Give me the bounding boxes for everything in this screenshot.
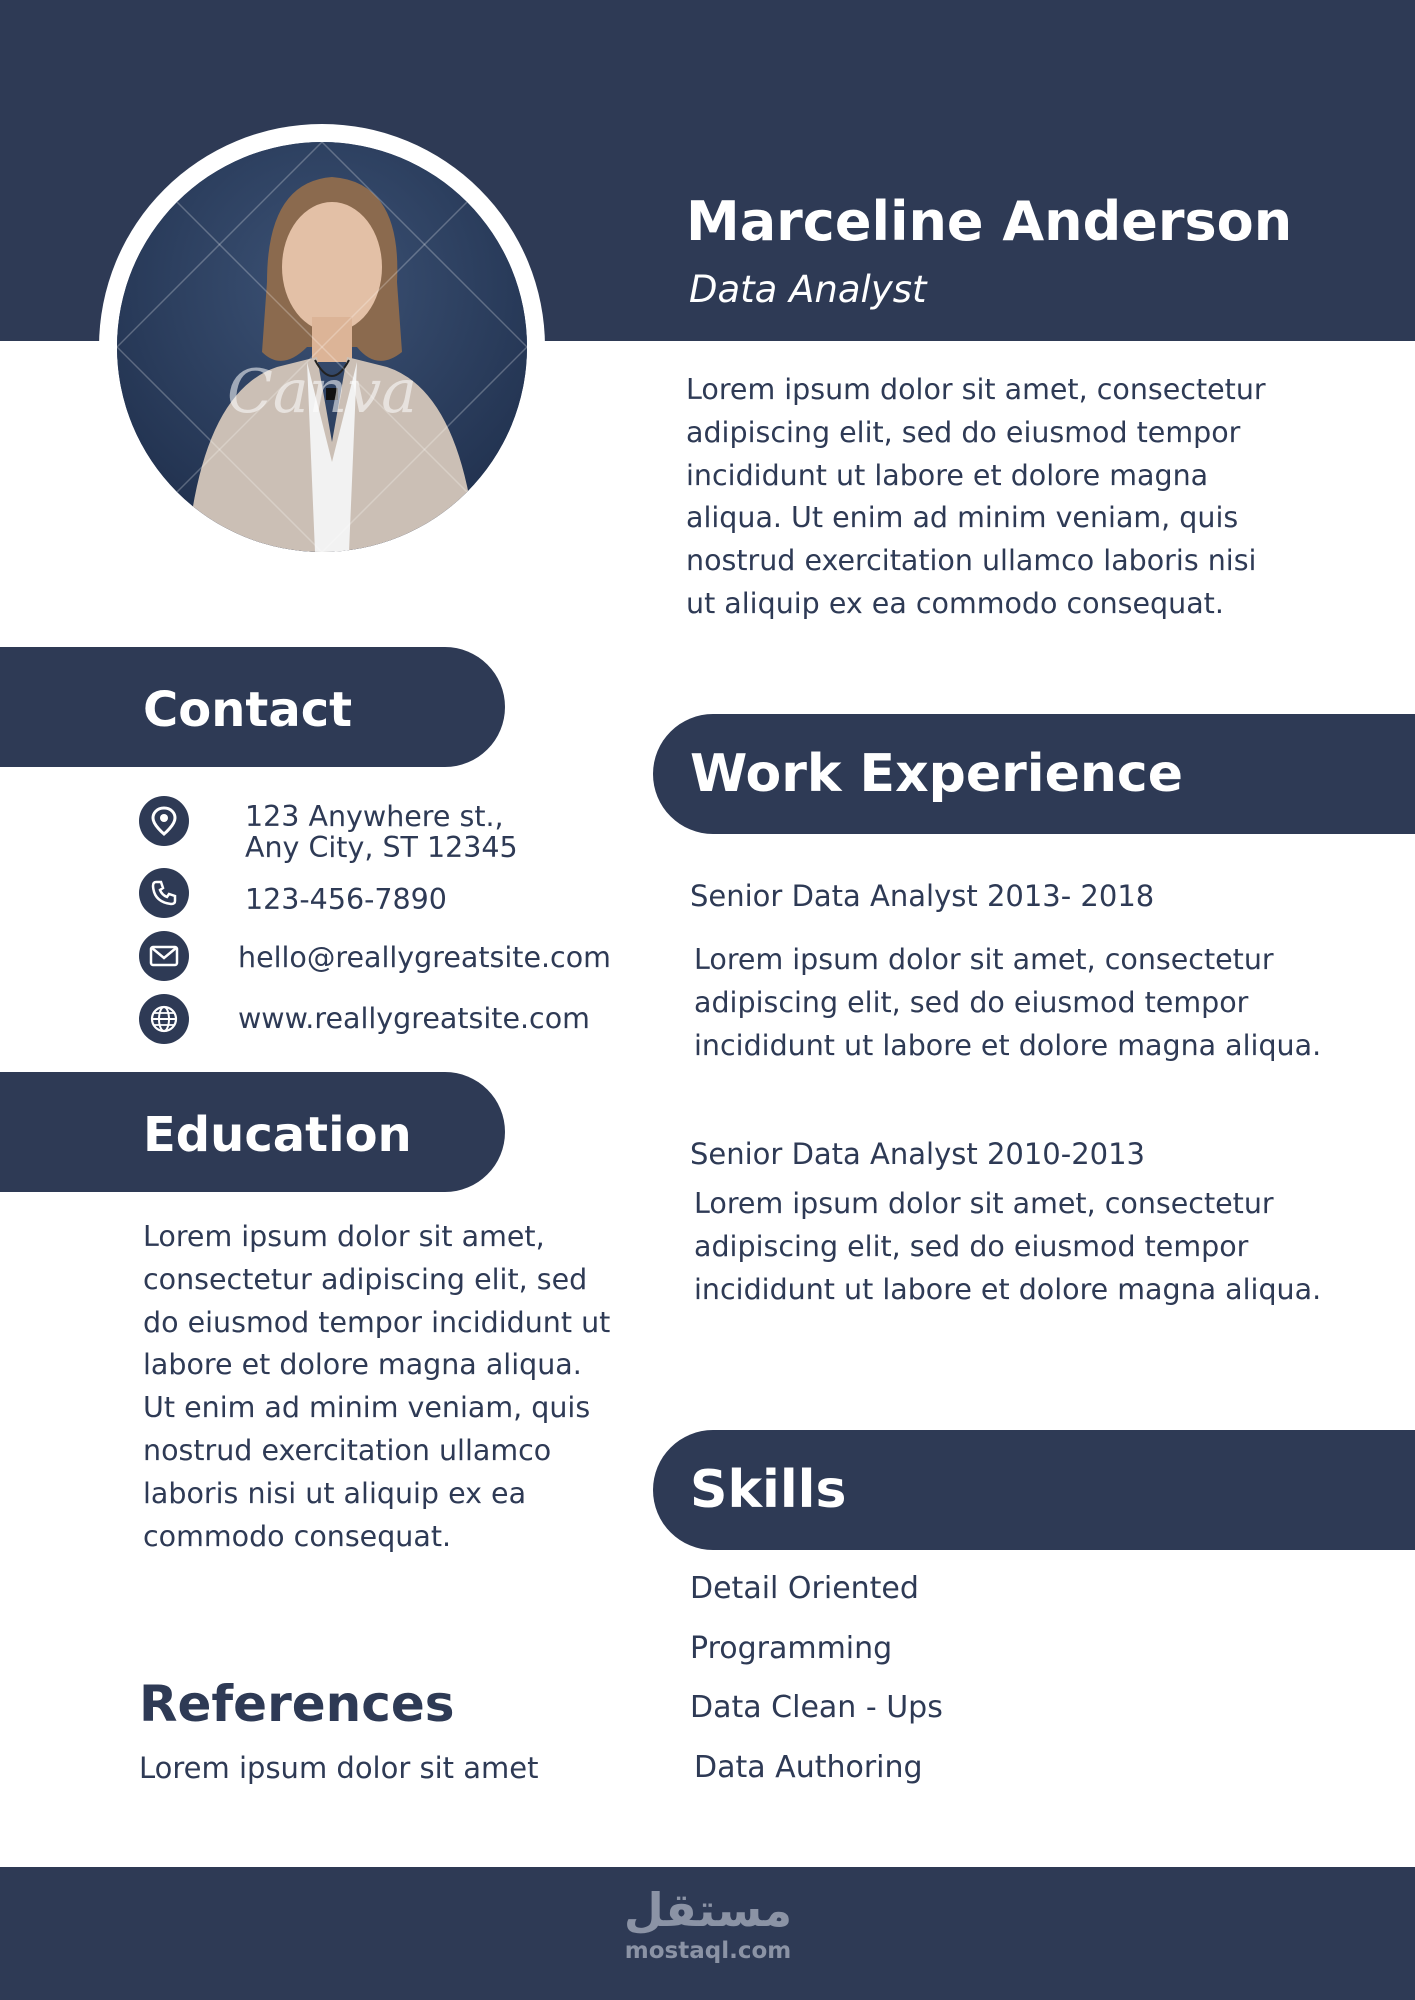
references-text: Lorem ipsum dolor sit amet bbox=[139, 1751, 539, 1785]
skill-item: Data Authoring bbox=[694, 1750, 923, 1785]
phone-icon bbox=[139, 868, 189, 918]
skills-heading: Skills bbox=[690, 1460, 847, 1520]
logo-arabic: مستقل bbox=[623, 1883, 793, 1937]
education-heading: Education bbox=[143, 1107, 412, 1163]
candidate-name: Marceline Anderson bbox=[686, 190, 1293, 253]
references-heading: References bbox=[139, 1675, 455, 1733]
address-line-1: 123 Anywhere st., bbox=[245, 800, 504, 833]
website-url[interactable]: www.reallygreatsite.com bbox=[238, 1002, 590, 1035]
phone-number: 123-456-7890 bbox=[245, 883, 447, 916]
education-heading-pill bbox=[0, 1072, 505, 1192]
job-description: Lorem ipsum dolor sit amet, consectetur adipiscing elit, sed do eiusmod tempor incididunt ut labore et dolore magna aliqua. bbox=[694, 943, 1322, 1062]
work-heading-pill bbox=[653, 714, 1415, 834]
skills-heading-pill bbox=[653, 1430, 1415, 1550]
job-title: Senior Data Analyst 2013- 2018 bbox=[690, 879, 1155, 913]
job-description: Lorem ipsum dolor sit amet, consectetur adipiscing elit, sed do eiusmod tempor incididunt ut labore et dolore magna aliqua. bbox=[694, 1187, 1322, 1306]
skill-item: Data Clean - Ups bbox=[690, 1690, 943, 1725]
photo-watermark: Canva bbox=[227, 357, 417, 427]
profile-photo bbox=[117, 142, 527, 552]
envelope-icon bbox=[139, 931, 189, 981]
profile-summary: Lorem ipsum dolor sit amet, consectetur adipiscing elit, sed do eiusmod tempor incididunt ut labore et dolore magna aliqua. Ut enim ad minim veniam, quis nostrud exercitation ullamco laboris nisi ut aliquip ex ea commodo consequat. bbox=[686, 373, 1266, 620]
address-line-2: Any City, ST 12345 bbox=[245, 831, 518, 864]
location-pin-icon bbox=[139, 796, 189, 846]
contact-heading: Contact bbox=[143, 682, 353, 738]
work-heading: Work Experience bbox=[690, 744, 1183, 804]
globe-icon bbox=[139, 994, 189, 1044]
education-text: Lorem ipsum dolor sit amet, consectetur adipiscing elit, sed do eiusmod tempor incididunt ut labore et dolore magna aliqua. Ut enim ad minim veniam, quis nostrud exercitation ullamco laboris nisi ut aliquip ex ea commodo consequat. bbox=[143, 1220, 611, 1553]
job-title: Senior Data Analyst 2010-2013 bbox=[690, 1137, 1146, 1171]
mostaql-logo[interactable] bbox=[608, 1882, 808, 1964]
contact-heading-pill bbox=[0, 647, 505, 767]
email-address[interactable]: hello@reallygreatsite.com bbox=[238, 941, 611, 974]
logo-latin: mostaql.com bbox=[624, 1938, 792, 1964]
candidate-role: Data Analyst bbox=[689, 268, 927, 311]
skill-item: Programming bbox=[690, 1631, 893, 1666]
skill-item: Detail Oriented bbox=[690, 1571, 919, 1606]
